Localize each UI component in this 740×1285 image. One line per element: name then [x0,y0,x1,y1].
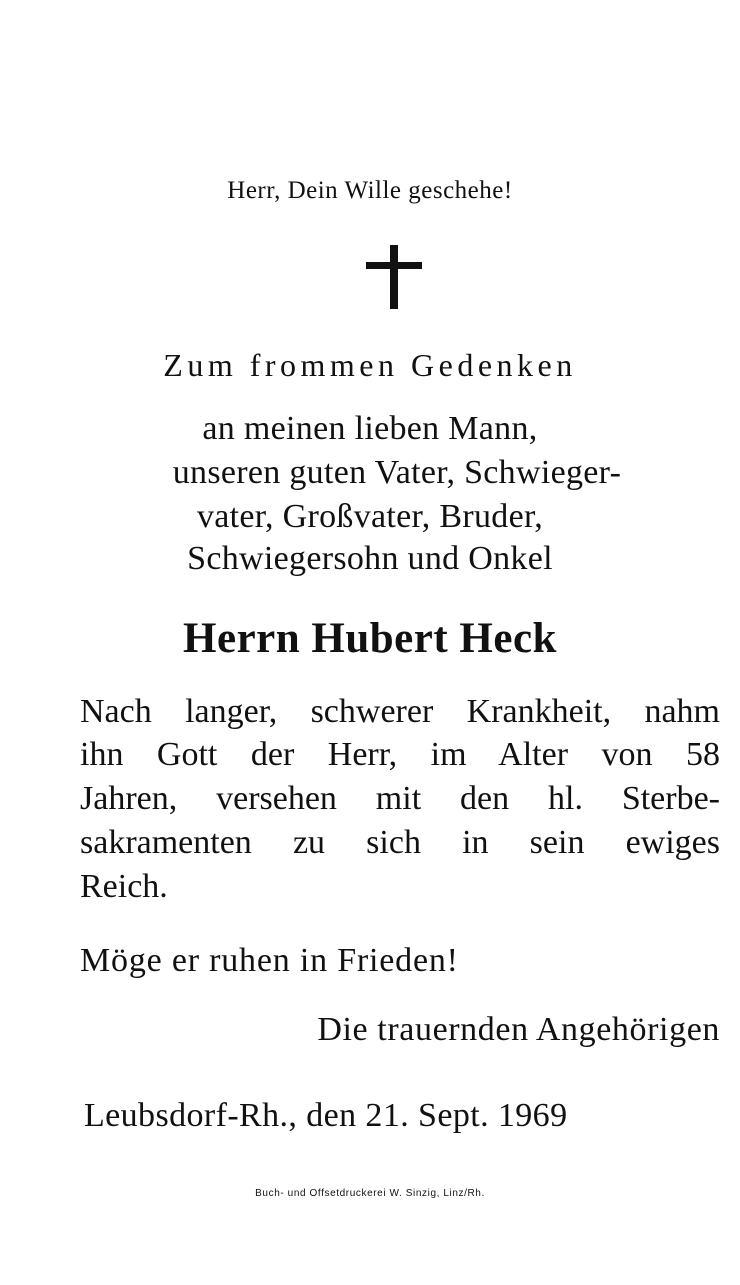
memorial-heading: Zum frommen Gedenken [163,347,577,383]
peace-text: Möge er ruhen in Frieden! [80,942,459,979]
body-line-2: ihn Gott der Herr, im Alter von 58 [80,736,720,773]
mourners-text: Die trauernden Angehörigen [317,1011,720,1048]
deceased-name: Herrn Hubert Heck [183,615,557,662]
body-line-3: Jahren, versehen mit den hl. Sterbe- [80,780,720,817]
cross-icon [366,245,422,309]
dedication-line-2: unseren guten Vater, Schwieger- [172,454,622,491]
dedication-line-4: Schwiegersohn und Onkel [187,540,553,577]
body-line-4: sakramenten zu sich in sein ewiges [80,824,720,861]
place-date-text: Leubsdorf-Rh., den 21. Sept. 1969 [84,1097,568,1134]
printer-credit: Buch- und Offsetdruckerei W. Sinzig, Linz/Rh. [255,1188,485,1199]
dedication-line-1: an meinen lieben Mann, [202,410,538,447]
dedication-line-3: vater, Großvater, Bruder, [196,498,544,535]
motto-text: Herr, Dein Wille geschehe! [227,177,513,204]
body-line-5: Reich. [80,868,168,905]
body-line-1: Nach langer, schwerer Krankheit, nahm [80,693,720,730]
